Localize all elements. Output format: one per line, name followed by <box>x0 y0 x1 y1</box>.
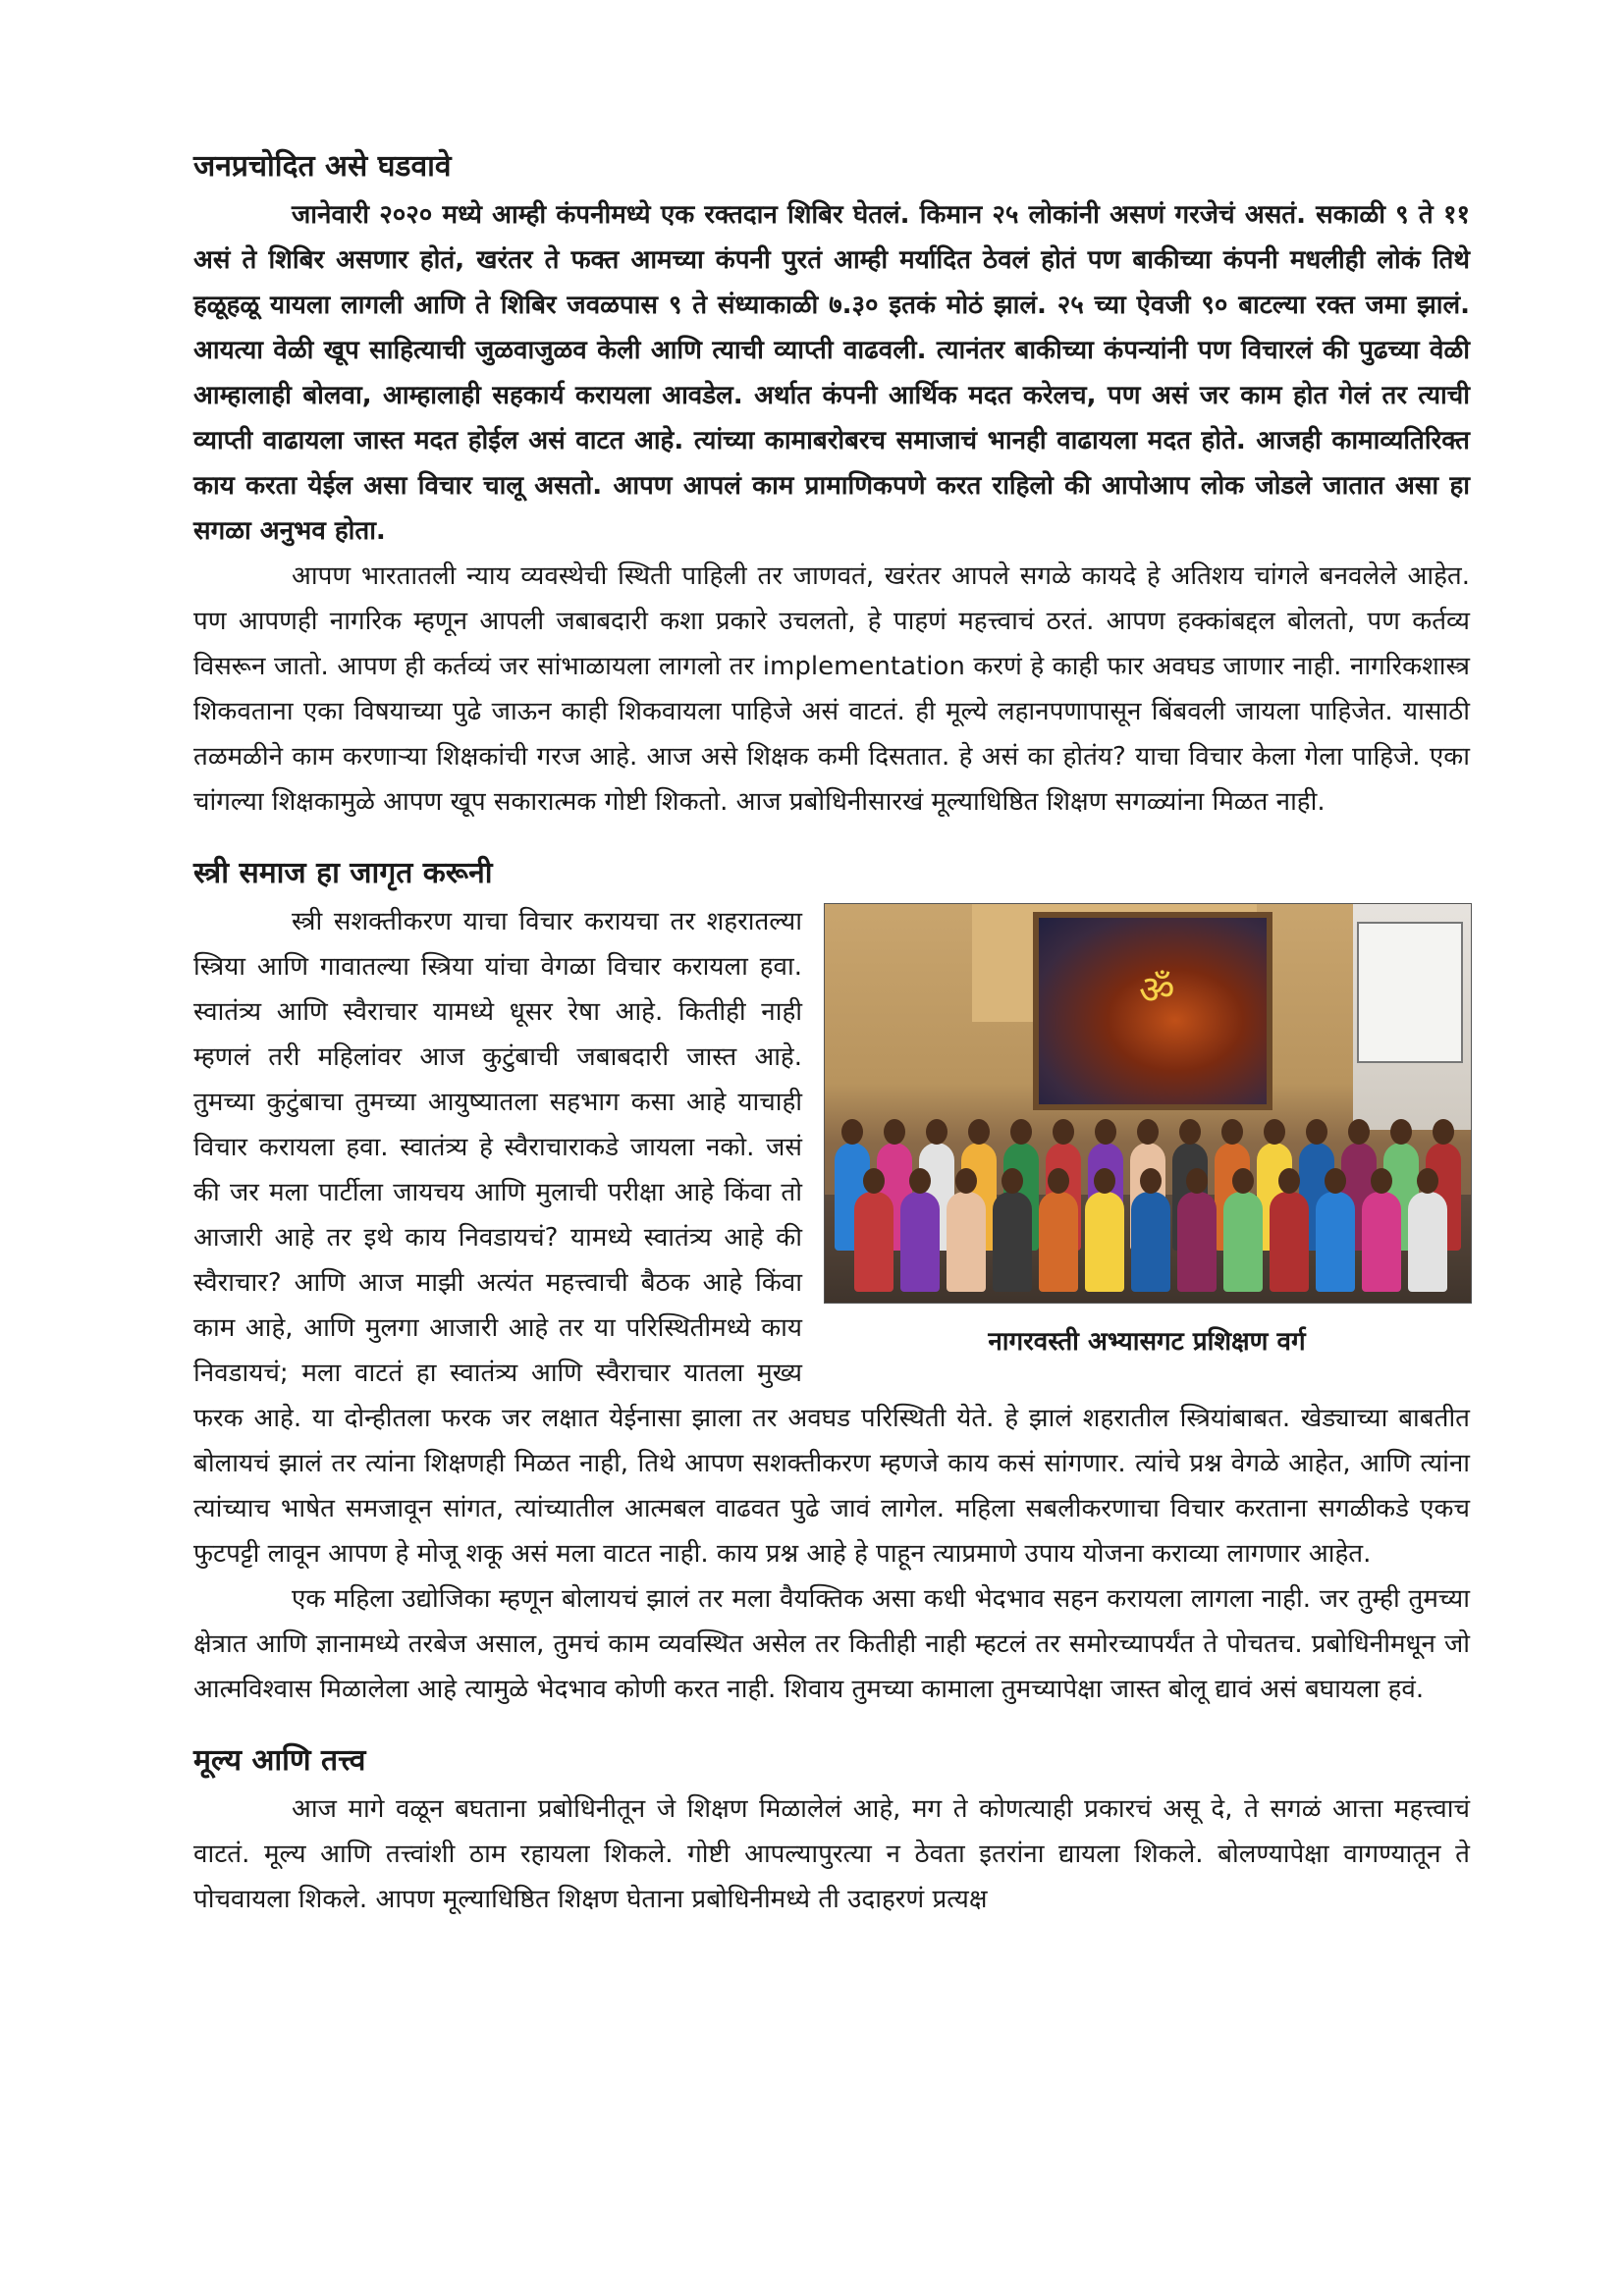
person-head <box>1390 1119 1412 1145</box>
section-heading: मूल्य आणि तत्त्व <box>193 1743 366 1778</box>
person-head <box>955 1168 977 1194</box>
person-head <box>841 1119 863 1145</box>
person-head <box>1094 1168 1115 1194</box>
person-figure <box>1223 1192 1263 1292</box>
group-photo-figure <box>824 903 1470 1359</box>
person-head <box>1325 1168 1346 1194</box>
group-photo <box>824 903 1472 1304</box>
person-figure <box>1316 1192 1355 1292</box>
person-head <box>1433 1119 1454 1145</box>
person-head <box>1264 1119 1285 1145</box>
paragraph-blood-donation: जानेवारी २०२० मध्ये आम्ही कंपनीमध्ये एक रक्तदान शिबिर घेतलं. किमान २५ लोकांनी असणं गरजेचं असतं. सकाळी ९ ते ११ असं ते शिबिर असणार होतं, खरंतर ते फक्त आमच्या कंपनी पुरतं आम्ही मर्यादित ठेवलं होतं पण बाकीच्या कंपनी मधलीही लोकं तिथे हळूहळू यायला लागली आणि ते शिबिर जवळपास ९ ते संध्याकाळी ७.३० इतकं मोठं झालं. २५ च्या ऐवजी ९० बाटल्या रक्त जमा झालं. आयत्या वेळी खूप साहित्याची जुळवाजुळव केली आणि त्याची व्याप्ती वाढवली. त्यानंतर बाकीच्या कंपन्यांनी पण विचारलं की पुढच्या वेळी आम्हालाही बोलवा, आम्हालाही सहकार्य करायला आवडेल. अर्थात कंपनी आर्थिक मदत करेलच, पण असं जर काम होत गेलं तर त्याची व्याप्ती वाढायला जास्त मदत होईल असं वाटत आहे. त्यांच्या कामाबरोबरच समाजाचं भानही वाढायला मदत होते. आजही कामाव्यतिरिक्त काय करता येईल असा विचार चालू असतो. आपण आपलं काम प्रामाणिकपणे करत राहिलो की आपोआप लोक जोडले जातात असा हा सगळा अनुभव होता. <box>193 200 1470 546</box>
person-head <box>1095 1119 1116 1145</box>
person-head <box>1417 1168 1438 1194</box>
paragraph-women-empowerment: स्त्री सशक्तीकरण याचा विचार करायचा तर शहरातल्या स्त्रिया आणि गावातल्या स्त्रिया यांचा वेगळा विचार करायला हवा. स्वातंत्र्य आणि स्वैराचार यामध्ये धूसर रेषा आहे. कितीही नाही म्हणलं तरी महिलांवर आज कुटुंबाची जबाबदारी जास्त आहे. तुमच्या कुटुंबाचा तुमच्या आयुष्यातला सहभाग कसा आहे याचाही विचार करायला हवा. स्वातंत्र्य हे स्वैराचाराकडे जायला नको. जसं की जर मला पार्टीला जायचय आणि मुलाची परीक्षा आहे किंवा तो आजारी आहे तर इथे काय निवडायचं? यामध्ये स्वातंत्र्य आहे की स्वैराचार? आणि आज माझी अत्यंत महत्त्वाची बैठक आहे किंवा काम आहे, आणि मुलगा आजारी आहे तर या परिस्थितीमध्ये काय निवडायचं; मला वाटतं हा स्वातंत्र्य आणि स्वैराचार यातला मुख्य फरक आहे. या दोन्हीतला फरक जर लक्षात येईनासा झाला तर अवघड परिस्थिती येते. हे झालं शहरातील स्त्रियांबाबत. खेड्याच्या बाबतीत बोलायचं झालं तर त्यांना शिक्षणही मिळत नाही, तिथे आपण सशक्तीकरण म्हणजे काय कसं सांगणार. त्यांचे प्रश्न वेगळे आहेत, आणि त्यांना त्यांच्याच भाषेत समजावून सांगत, त्यांच्यातील आत्मबल वाढवत पुढे जावं लागेल. महिला सबलीकरणाचा विचार करताना सगळीकडे एकच फुटपट्टी लावून आपण हे मोजू शकू असं मला वाटत नाही. काय प्रश्न आहे हे पाहून त्याप्रमाणे उपाय योजना कराव्या लागणार आहेत. <box>193 907 1470 1569</box>
person-head <box>1371 1168 1392 1194</box>
paragraph-values: आज मागे वळून बघताना प्रबोधिनीतून जे शिक्षण मिळालेलं आहे, मग ते कोणत्याही प्रकारचं असू दे, ते सगळं आत्ता महत्त्वाचं वाटतं. मूल्य आणि तत्त्वांशी ठाम रहायला शिकले. गोष्टी आपल्यापुरत्या न ठेवता इतरांना द्यायला शिकले. बोलण्यापेक्षा वागण्यातून ते पोचवायला शिकले. आपण मूल्याधिष्ठित शिक्षण घेताना प्रबोधिनीमध्ये ती उदाहरणं प्रत्यक्ष <box>193 1794 1470 1914</box>
person-head <box>1278 1168 1300 1194</box>
person-figure <box>854 1192 893 1292</box>
person-figure <box>1177 1192 1217 1292</box>
person-head <box>1348 1119 1370 1145</box>
person-head <box>884 1119 905 1145</box>
person-head <box>909 1168 931 1194</box>
person-head <box>1221 1119 1243 1145</box>
person-head <box>1053 1119 1074 1145</box>
projector-screen <box>1357 922 1463 1063</box>
figure-caption: नागरवस्ती अभ्यासगट प्रशिक्षण वर्ग <box>988 1327 1306 1357</box>
person-head <box>1001 1168 1023 1194</box>
person-head <box>1179 1119 1201 1145</box>
paragraph-justice-system: आपण भारतातली न्याय व्यवस्थेची स्थिती पाहिली तर जाणवतं, खरंतर आपले सगळे कायदे हे अतिशय चांगले बनवलेले आहेत. पण आपणही नागरिक म्हणून आपली जबाबदारी कशा प्रकारे उचलतो, हे पाहणं महत्त्वाचं ठरतं. आपण हक्कांबद्दल बोलतो, पण कर्तव्य विसरून जातो. आपण ही कर्तव्यं जर सांभाळायला लागलो तर implementation करणं हे काही फार अवघड जाणार नाही. नागरिकशास्त्र शिकवताना एका विषयाच्या पुढे जाऊन काही शिकवायला पाहिजे असं वाटतं. ही मूल्ये लहानपणापासून बिंबवली जायला पाहिजेत. यासाठी तळमळीने काम करणाऱ्या शिक्षकांची गरज आहे. आज असे शिक्षक कमी दिसतात. हे असं का होतंय? याचा विचार केला गेला पाहिजे. एका चांगल्या शिक्षकामुळे आपण खूप सकारात्मक गोष्टी शिकतो. आज प्रबोधिनीसारखं मूल्याधिष्ठित शिक्षण सगळ्यांना मिळत नाही. <box>193 561 1470 817</box>
section-heading: स्त्री समाज हा जागृत करूनी <box>193 856 493 890</box>
person-figure <box>1131 1192 1170 1292</box>
person-head <box>1140 1168 1162 1194</box>
person-figure <box>993 1192 1032 1292</box>
person-figure <box>1085 1192 1124 1292</box>
document-page <box>193 147 1470 1951</box>
person-figure <box>1270 1192 1309 1292</box>
person-head <box>1048 1168 1069 1194</box>
person-figure <box>1039 1192 1078 1292</box>
person-head <box>1137 1119 1159 1145</box>
section-values <box>193 1741 1470 1922</box>
section-janaprachodit <box>193 147 1470 825</box>
om-symbol-icon: ॐ <box>1139 968 1175 1013</box>
person-head <box>968 1119 990 1145</box>
person-figure <box>1408 1192 1447 1292</box>
person-head <box>1010 1119 1032 1145</box>
person-head <box>926 1119 947 1145</box>
person-head <box>863 1168 885 1194</box>
person-head <box>1186 1168 1208 1194</box>
section-heading: जनप्रचोदित असे घडवावे <box>193 149 452 184</box>
group-of-people <box>825 1115 1471 1292</box>
paragraph-woman-entrepreneur: एक महिला उद्योजिका म्हणून बोलायचं झालं तर मला वैयक्तिक असा कधी भेदभाव सहन करायला लागला नाही. जर तुम्ही तुमच्या क्षेत्रात आणि ज्ञानामध्ये तरबेज असाल, तुमचं काम व्यवस्थित असेल तर कितीही नाही म्हटलं तर समोरच्यापर्यंत ते पोचतच. प्रबोधिनीमधून जो आत्मविश्वास मिळालेला आहे त्यामुळे भेदभाव कोणी करत नाही. शिवाय तुमच्या कामाला तुमच्यापेक्षा जास्त बोलू द्यावं असं बघायला हवं. <box>193 1584 1470 1704</box>
person-figure <box>1362 1192 1401 1292</box>
person-head <box>1306 1119 1327 1145</box>
section-women-society <box>193 854 1470 1712</box>
person-head <box>1232 1168 1254 1194</box>
person-figure <box>900 1192 940 1292</box>
person-figure <box>947 1192 986 1292</box>
